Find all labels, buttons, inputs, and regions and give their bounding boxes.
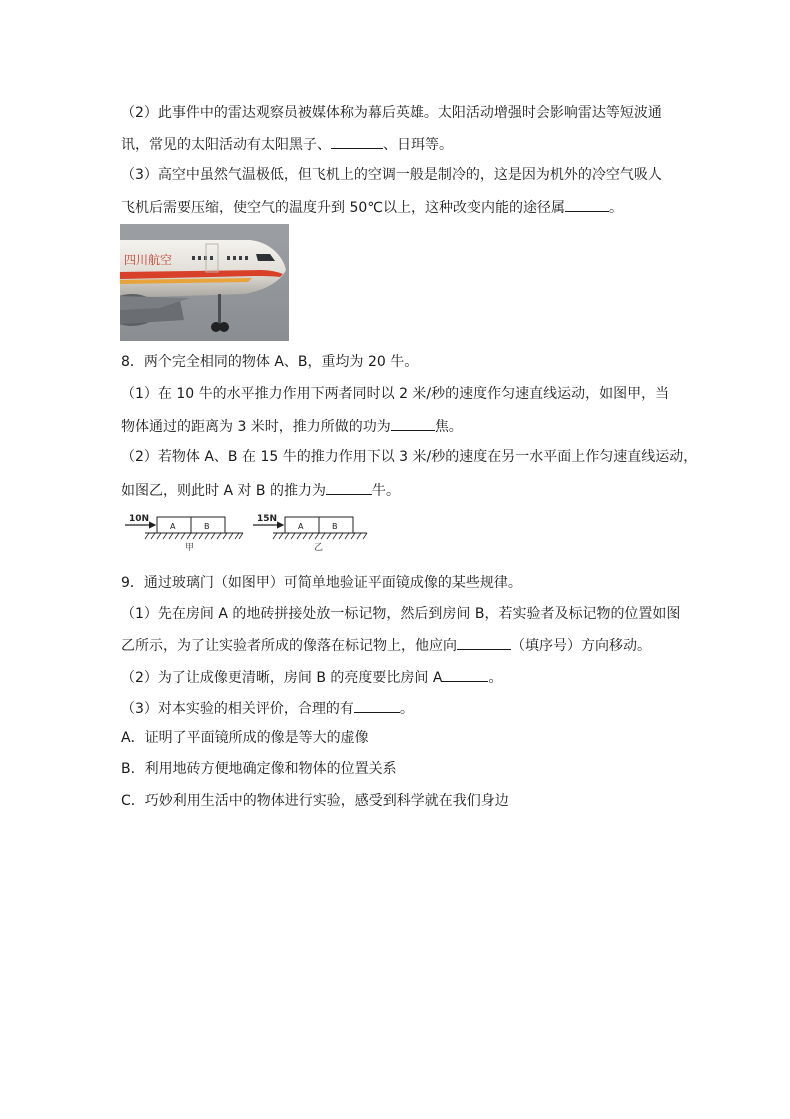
q7-part2-text-b: 、日珥等。 xyxy=(383,137,453,153)
q8-part2-line1: （2）若物体 A、B 在 15 牛的推力作用下以 3 米/秒的速度在另一水平面上作匀速直线运动， xyxy=(121,449,698,465)
q8-part1-text-b: 焦。 xyxy=(434,419,463,435)
q7-part2-line2 xyxy=(121,134,453,154)
figure-jia xyxy=(125,514,243,553)
q8-part1-line1: （1）在 10 牛的水平推力作用下两者同时以 2 米/秒的速度作匀速直线运动，如图甲，当 xyxy=(121,386,670,402)
q8-part2-text-a: 如图乙，则此时 A 对 B 的推力为 xyxy=(121,483,326,499)
q9-part3-text-b: 。 xyxy=(399,701,414,717)
q8-part2-line2 xyxy=(121,480,400,500)
q7-part3-text-b: 。 xyxy=(609,200,623,216)
q9-option-b: B．利用地砖方便地确定像和物体的位置关系 xyxy=(121,761,397,777)
q8-part1-line2 xyxy=(121,416,463,436)
block-b-label-left: B xyxy=(204,522,210,531)
answer-blank[interactable] xyxy=(391,416,435,431)
ground-hatch-right xyxy=(273,533,367,539)
airline-logo: 四川航空 xyxy=(124,253,173,267)
answer-blank[interactable] xyxy=(326,480,372,495)
answer-blank[interactable] xyxy=(565,197,609,212)
q9-part1-line2 xyxy=(121,635,651,655)
answer-blank[interactable] xyxy=(442,667,488,682)
blocks-figure xyxy=(121,510,371,555)
q9-stem: 9．通过玻璃门（如图甲）可简单地验证平面镜成像的某些规律。 xyxy=(121,575,522,591)
answer-blank[interactable] xyxy=(331,134,383,149)
figure-yi xyxy=(253,514,367,553)
airplane-photo xyxy=(120,224,289,341)
block-b-label-right: B xyxy=(332,522,338,531)
q9-option-c: C．巧妙利用生活中的物体进行实验，感受到科学就在我们身边 xyxy=(121,793,509,809)
answer-blank[interactable] xyxy=(457,635,511,650)
q7-part3-line1: （3）高空中虽然气温极低，但飞机上的空调一般是制冷的，这是因为机外的冷空气吸人 xyxy=(121,167,662,183)
q8-part2-text-b: 牛。 xyxy=(371,483,400,499)
q9-part3 xyxy=(121,698,414,718)
block-a-label-right: A xyxy=(298,522,304,531)
q9-part2-text-a: （2）为了让成像更清晰，房间 B 的亮度要比房间 A xyxy=(121,670,443,686)
q7-part2-text-a: 讯，常见的太阳活动有太阳黑子、 xyxy=(121,137,331,153)
q7-part3-line2 xyxy=(121,197,623,217)
q8-stem: 8．两个完全相同的物体 A、B，重均为 20 牛。 xyxy=(121,354,419,370)
q9-part3-text-a: （3）对本实验的相关评价，合理的有 xyxy=(121,701,354,717)
force-label-left: 10N xyxy=(129,514,150,524)
q9-option-a: A．证明了平面镜所成的像是等大的虚像 xyxy=(121,730,369,746)
q9-part2 xyxy=(121,667,502,687)
force-label-right: 15N xyxy=(257,514,278,524)
q7-part2-line1: （2）此事件中的雷达观察员被媒体称为幕后英雄。太阳活动增强时会影响雷达等短波通 xyxy=(121,105,662,121)
q8-part1-text-a: 物体通过的距离为 3 米时，推力所做的功为 xyxy=(121,419,391,435)
q9-part1-line1: （1）先在房间 A 的地砖拼接处放一标记物，然后到房间 B，若实验者及标记物的位置如图 xyxy=(121,606,681,622)
q9-part1-text-a: 乙所示，为了让实验者所成的像落在标记物上，他应向 xyxy=(121,638,457,654)
q9-part2-text-b: 。 xyxy=(488,670,503,686)
ground-hatch-left xyxy=(145,533,243,539)
block-a-label-left: A xyxy=(170,522,176,531)
caption-jia: 甲 xyxy=(185,543,195,553)
q7-part3-text-a: 飞机后需要压缩，使空气的温度升到 50℃以上，这种改变内能的途径属 xyxy=(121,200,565,216)
q9-part1-text-b: （填序号）方向移动。 xyxy=(511,638,651,654)
answer-blank[interactable] xyxy=(354,698,400,713)
caption-yi: 乙 xyxy=(314,543,324,553)
